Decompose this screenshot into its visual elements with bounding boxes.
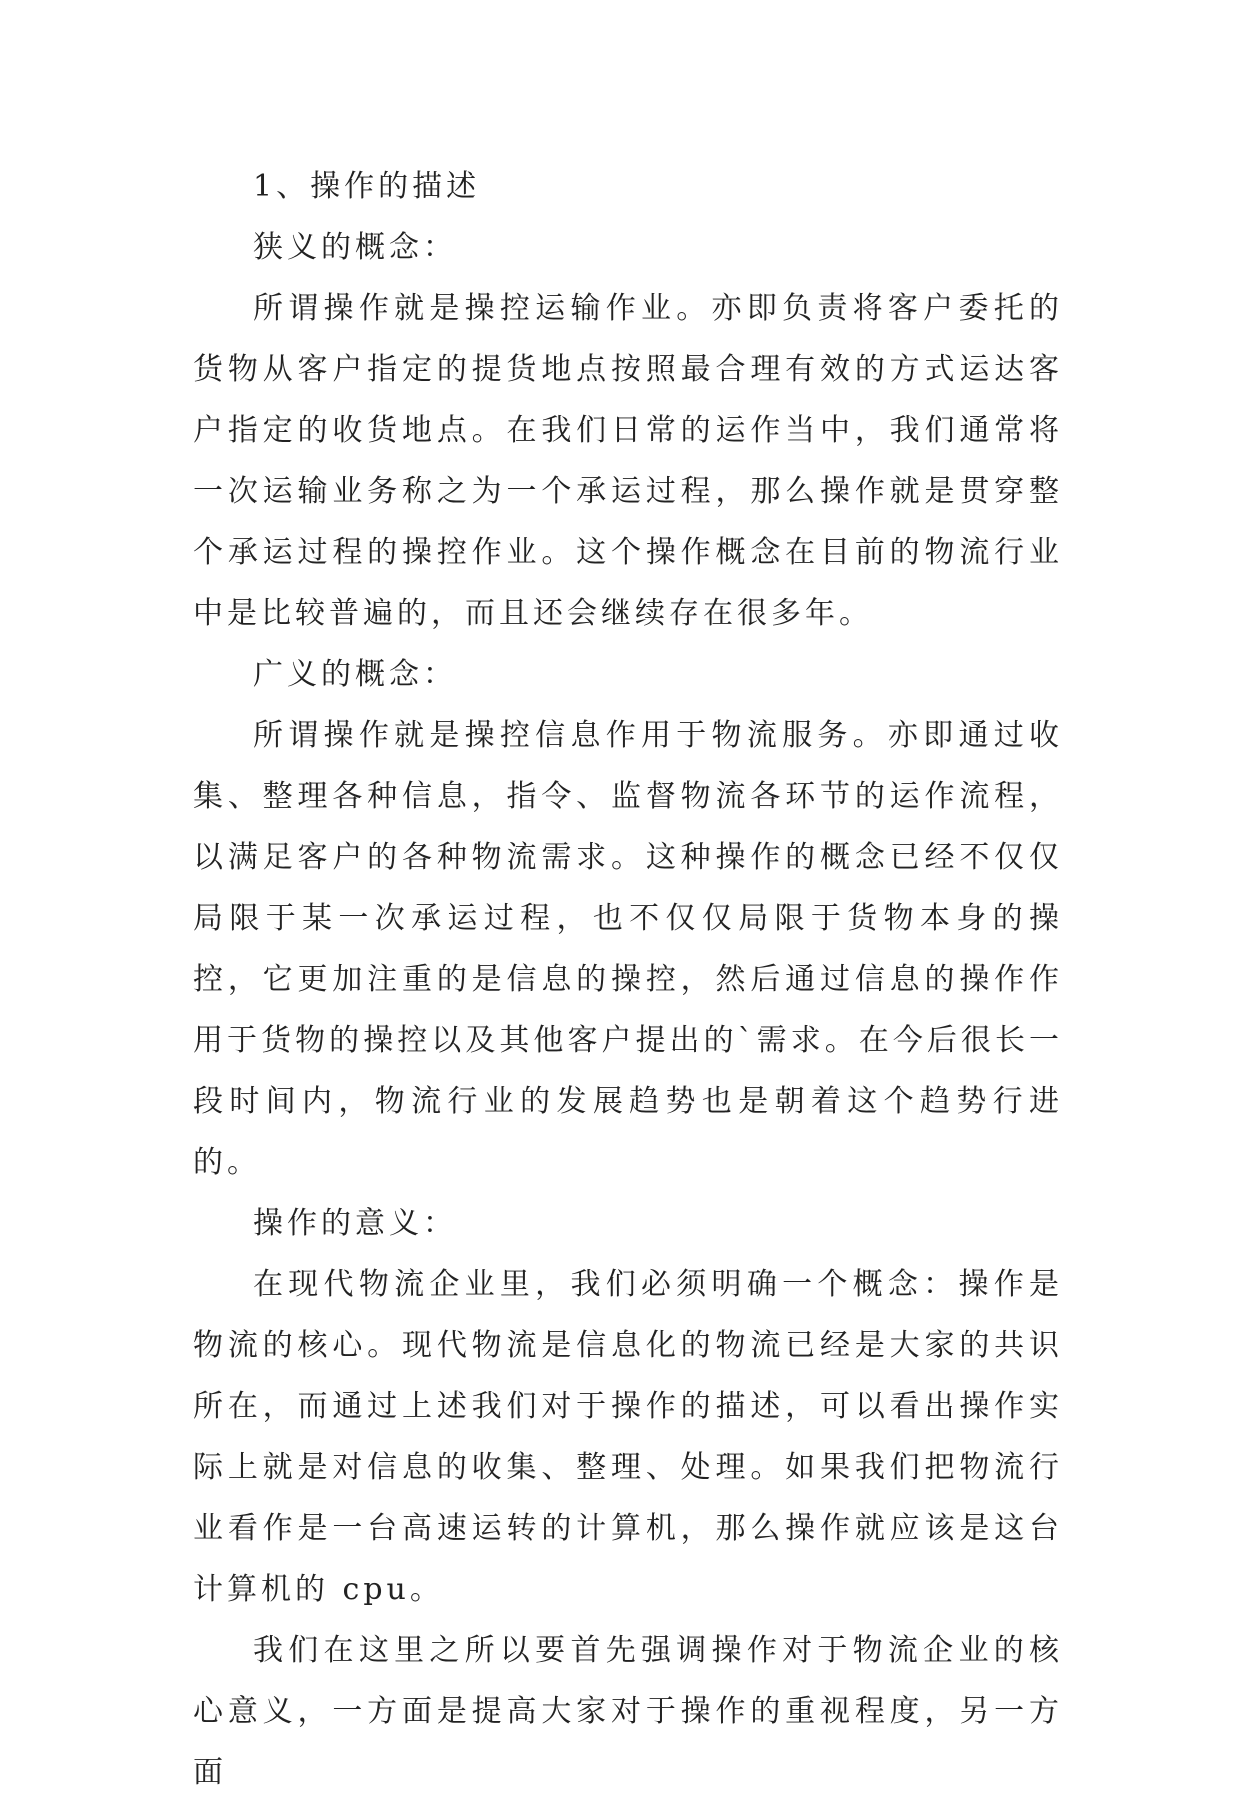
subheading-significance: 操作的意义：	[253, 1206, 457, 1241]
paragraph: 我们在这里之所以要首先强调操作对于物流企业的核心意义，一方面是提高大家对于操作的重视程度，另一方面	[193, 1633, 1063, 1790]
paragraph: 在现代物流企业里，我们必须明确一个概念：操作是物流的核心。现代物流是信息化的物流已经是大家的共识所在，而通过上述我们对于操作的描述，可以看出操作实际上就是对信息的收集、整理、处理。如果我们把物流行业看作是一台高速运转的计算机，那么操作就应该是这台计算机的 cpu。	[193, 1267, 1063, 1607]
section-heading: 1、操作的描述	[253, 169, 481, 204]
paragraph: 所谓操作就是操控信息作用于物流服务。亦即通过收集、整理各种信息，指令、监督物流各环节的运作流程，以满足客户的各种物流需求。这种操作的概念已经不仅仅局限于某一次承运过程，也不仅仅局限于货物本身的操控，它更加注重的是信息的操控，然后通过信息的操作作用于货物的操控以及其他客户提出的`需求。在今后很长一段时间内，物流行业的发展趋势也是朝着这个趋势行进的。	[193, 718, 1063, 1180]
subheading-narrow-concept: 狭义的概念：	[253, 230, 457, 265]
paragraph: 所谓操作就是操控运输作业。亦即负责将客户委托的货物从客户指定的提货地点按照最合理有效的方式运达客户指定的收货地点。在我们日常的运作当中，我们通常将一次运输业务称之为一个承运过程，那么操作就是贯穿整个承运过程的操控作业。这个操作概念在目前的物流行业中是比较普遍的，而且还会继续存在很多年。	[193, 291, 1063, 631]
document-page	[193, 156, 1063, 1803]
subheading-broad-concept: 广义的概念：	[253, 657, 457, 692]
